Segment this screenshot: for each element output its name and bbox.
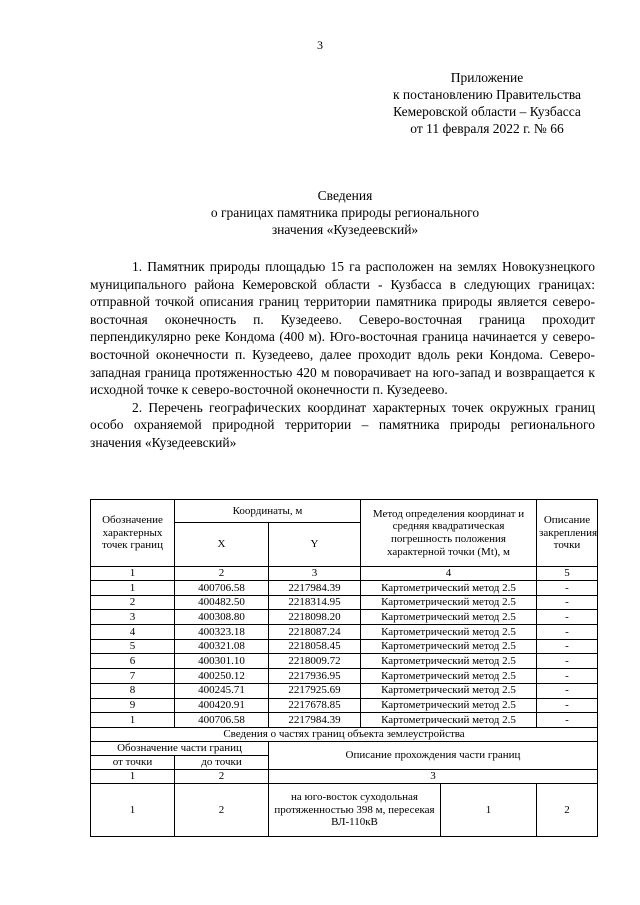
coord-x: 400245.71 [175,683,269,698]
method: Картометрический метод 2.5 [361,625,537,640]
table-row [91,698,598,713]
part-from: 1 [91,783,175,836]
point-number: 7 [91,669,175,684]
column-number-row [91,567,598,581]
method: Картометрический метод 2.5 [361,669,537,684]
coord-y: 2217984.39 [269,713,361,728]
table-row [91,669,598,684]
method: Картометрический метод 2.5 [361,683,537,698]
point-number: 2 [91,595,175,610]
coord-x: 400321.08 [175,639,269,654]
point-number: 1 [91,713,175,728]
table-row [91,595,598,610]
coord-x: 400482.50 [175,595,269,610]
fixing: - [537,654,598,669]
document-title [90,187,600,238]
coord-y: 2217925.69 [269,683,361,698]
coord-y: 2217678.85 [269,698,361,713]
header-coordinates: Координаты, м [175,500,361,523]
coord-y: 2218058.45 [269,639,361,654]
point-number: 6 [91,654,175,669]
part-row [91,783,598,836]
table-header-row [91,500,598,523]
header-x: X [175,523,269,567]
method: Картометрический метод 2.5 [361,713,537,728]
column-number: 2 [175,769,269,783]
title-line: значения «Кузедеевский» [271,222,419,237]
point-number: 3 [91,610,175,625]
coord-y: 2218009.72 [269,654,361,669]
fixing: - [537,639,598,654]
appendix-line: Приложение [450,70,524,85]
coord-y: 2218098.20 [269,610,361,625]
table-row [91,713,598,728]
header-y: Y [269,523,361,567]
point-number: 1 [91,581,175,596]
body-text [90,258,595,452]
coord-x: 400706.58 [175,581,269,596]
appendix-line: к постановлению Правительства [392,87,582,102]
part-description: на юго-восток суходольная протяженностью 398 м, пересекая ВЛ-110кВ [269,783,441,836]
fixing: - [537,713,598,728]
to-point-header: до точки [175,755,269,769]
appendix-line: от 11 февраля 2022 г. № 66 [410,121,564,136]
title-line: о границах памятника природы регионального [210,205,480,220]
fixing: - [537,669,598,684]
paragraph-1: 1. Памятник природы площадью 15 га расположен на землях Новокузнецкого муниципального района Кемеровской области - Кузбасса в следующих границах: отправной точкой описания границ территории памятника природы является северо-восточная оконечность п. Кузедеево. Северо-восточная граница проходит перпендикулярно реке Кондома (400 м). Юго-восточная граница начинается у северо-восточной оконечности п. Кузедеево, далее проходит вдоль реки Кондома. Северо-западная граница протяженностью 420 м поворачивает на юго-запад и возвращается к исходной точке к северо-восточной оконечности п. Кузедеево. [90,259,595,398]
coordinates-table [90,499,598,837]
parts-column-number-row [91,769,598,783]
column-number: 4 [361,567,537,581]
table-row [91,581,598,596]
point-number: 5 [91,639,175,654]
coord-y: 2218087.24 [269,625,361,640]
table-row [91,683,598,698]
description-header: Описание прохождения части границ [269,741,598,769]
coord-x: 400706.58 [175,713,269,728]
method: Картометрический метод 2.5 [361,654,537,669]
fixing: - [537,610,598,625]
coord-x: 400250.12 [175,669,269,684]
part-to: 2 [175,783,269,836]
table-row [91,654,598,669]
appendix-line: Кемеровской области – Кузбасса [393,104,581,119]
coord-y: 2217936.95 [269,669,361,684]
column-number: 2 [175,567,269,581]
column-number: 1 [91,567,175,581]
method: Картометрический метод 2.5 [361,698,537,713]
method: Картометрический метод 2.5 [361,581,537,596]
column-number: 5 [537,567,598,581]
header-fixing: Описание закрепления точки [537,500,598,567]
coord-x: 400301.10 [175,654,269,669]
paragraph-2: 2. Перечень географических координат характерных точек окружных границ особо охраняемой природной территории – памятника природы регионального значения «Кузедеевский» [90,399,595,450]
from-point-header: от точки [91,755,175,769]
coord-x: 400420.91 [175,698,269,713]
header-designation: Обозначение характерных точек границ [91,500,175,567]
coord-y: 2218314.95 [269,595,361,610]
column-number: 3 [269,769,598,783]
column-number: 3 [269,567,361,581]
table-row [91,625,598,640]
title-line: Сведения [317,188,373,203]
part-extra-2: 2 [537,783,598,836]
fixing: - [537,581,598,596]
fixing: - [537,625,598,640]
method: Картометрический метод 2.5 [361,639,537,654]
point-number: 8 [91,683,175,698]
coord-y: 2217984.39 [269,581,361,596]
parts-header-row [91,741,598,755]
header-method: Метод определения координат и средняя квадратическая погрешность положения характерной точки (Mt), м [361,500,537,567]
coord-x: 400308.80 [175,610,269,625]
point-number: 9 [91,698,175,713]
part-extra-1: 1 [441,783,537,836]
section-title: Сведения о частях границ объекта землеустройства [91,727,598,741]
appendix-header [370,69,604,137]
section-title-row [91,727,598,741]
page-number: 3 [317,38,323,52]
point-number: 4 [91,625,175,640]
parts-header: Обозначение части границ [91,741,269,755]
coord-x: 400323.18 [175,625,269,640]
fixing: - [537,683,598,698]
method: Картометрический метод 2.5 [361,595,537,610]
fixing: - [537,698,598,713]
table-row [91,610,598,625]
table-row [91,639,598,654]
fixing: - [537,595,598,610]
method: Картометрический метод 2.5 [361,610,537,625]
column-number: 1 [91,769,175,783]
